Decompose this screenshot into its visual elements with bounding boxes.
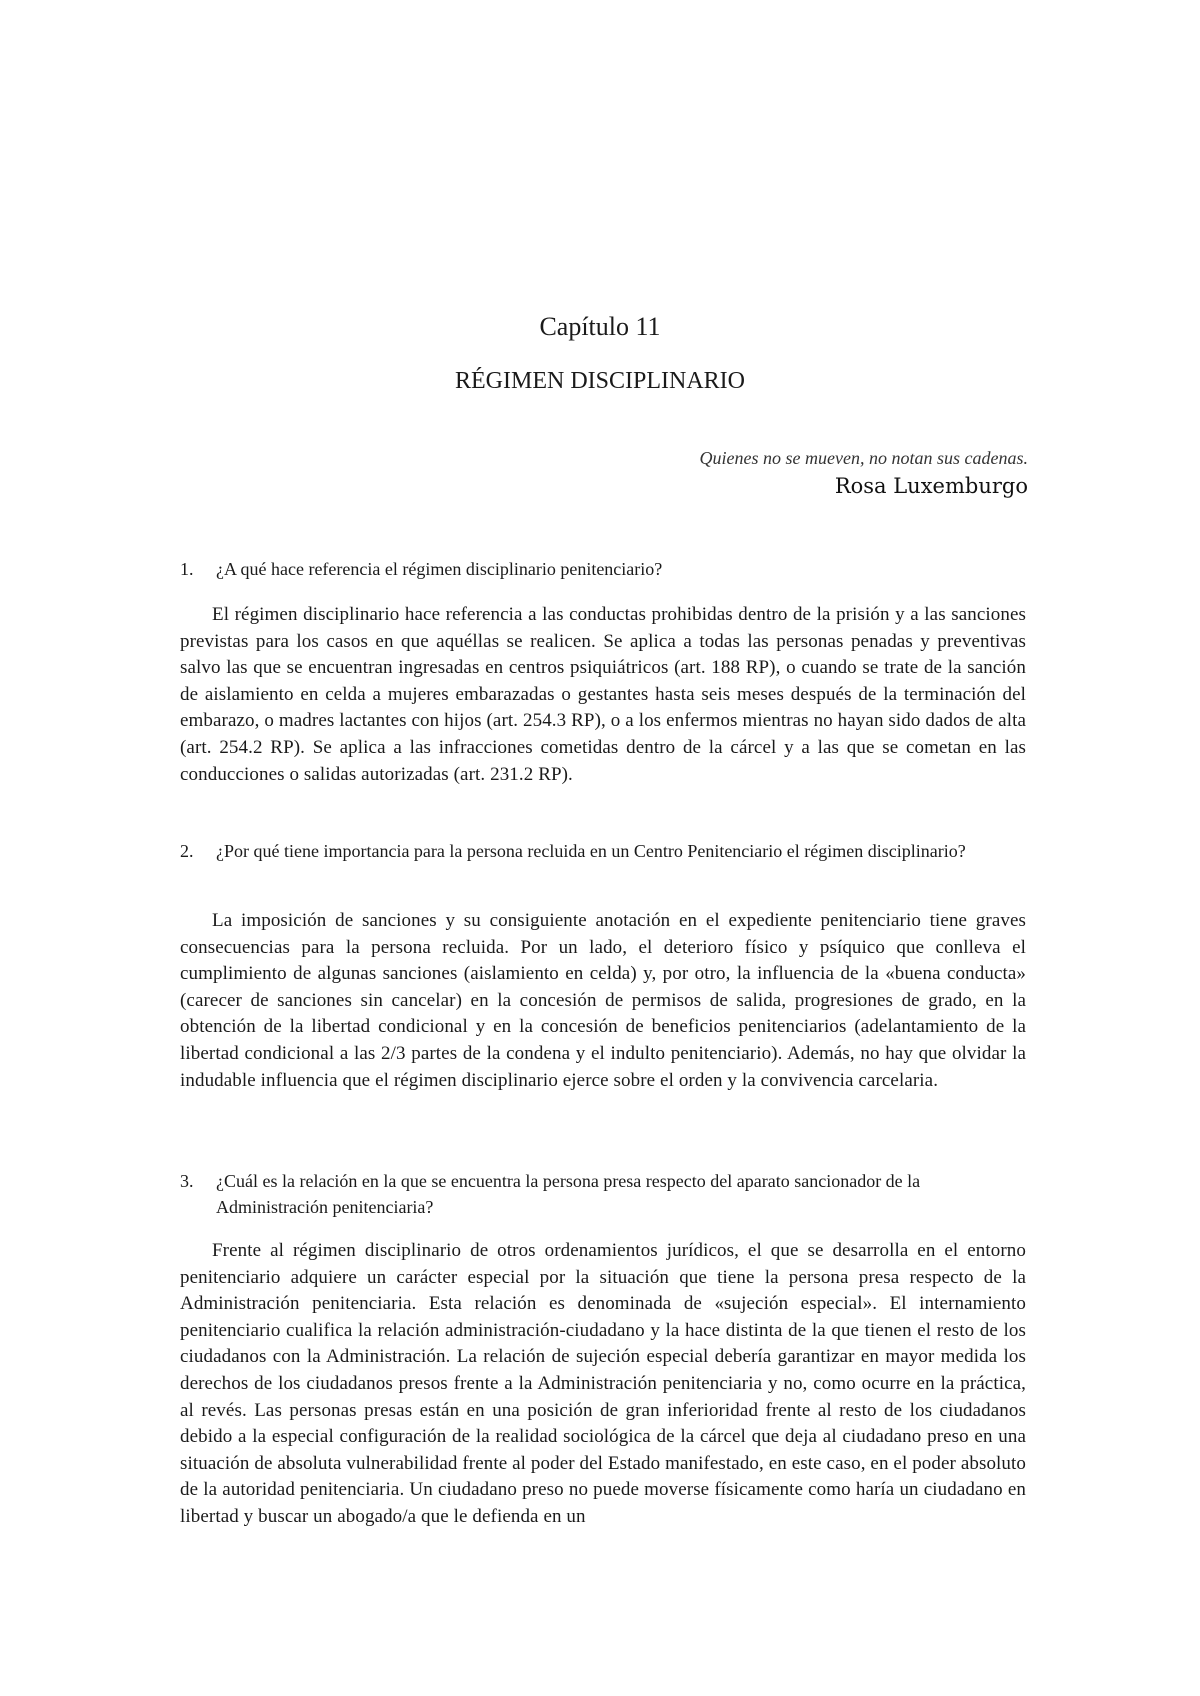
question-number: 2. bbox=[180, 841, 194, 861]
question-text: ¿Cuál es la relación en la que se encuentra la persona presa respecto del aparato sancionador de la Administración penitenciaria? bbox=[216, 1171, 921, 1217]
answer-paragraph-2: La imposición de sanciones y su consiguiente anotación en el expediente penitenciario tiene graves consecuencias para la persona recluida. Por un lado, el deterioro físico y psíquico que conlleva el cumplimiento de algunas sanciones (aislamiento en celda) y, por otro, la influencia de la «buena conducta» (carecer de sanciones sin cancelar) en la concesión de permisos de salida, progresiones de grado, en la obtención de la libertad condicional y en la concesión de beneficios penitenciarios (adelantamiento de la libertad condicional a las 2/3 partes de la condena y el indulto penitenciario). Además, no hay que olvidar la indudable influencia que el régimen disciplinario ejerce sobre el orden y la convivencia carcelaria. bbox=[180, 910, 1026, 1091]
question-1 bbox=[180, 556, 1026, 582]
question-text: ¿A qué hace referencia el régimen disciplinario penitenciario? bbox=[216, 559, 663, 579]
question-text: ¿Por qué tiene importancia para la persona recluida en un Centro Penitenciario el régimen disciplinario? bbox=[216, 841, 966, 861]
epigraph-author: Rosa Luxemburgo bbox=[834, 474, 1028, 498]
question-3 bbox=[180, 1168, 1026, 1220]
question-number: 1. bbox=[180, 559, 194, 579]
answer-paragraph-3: Frente al régimen disciplinario de otros ordenamientos jurídicos, el que se desarrolla en el entorno penitenciario adquiere un carácter especial por la situación que tiene la persona presa respecto de la Administración penitenciaria. Esta relación es denominada de «sujeción especial». El internamiento penitenciario cualifica la relación administración-ciudadano y la hace distinta de la que tienen el resto de los ciudadanos con la Administración. La relación de sujeción especial debería garantizar en mayor medida los derechos de los ciudadanos presos frente a la Administración penitenciaria y no, como ocurre en la práctica, al revés. Las personas presas están en una posición de gran inferioridad frente al resto de los ciudadanos debido a la especial configuración de la realidad sociológica de la cárcel que deja al ciudadano preso en una situación de absoluta vulnerabilidad frente al poder del Estado manifestado, en este caso, en el poder absoluto de la autoridad penitenciaria. Un ciudadano preso no puede moverse físicamente como haría un ciudadano en libertad y buscar un abogado/a que le defienda en un bbox=[180, 1240, 1026, 1527]
epigraph-quote: Quienes no se mueven, no notan sus cadenas. bbox=[699, 448, 1028, 468]
question-2 bbox=[180, 838, 1026, 864]
chapter-subtitle: RÉGIMEN DISCIPLINARIO bbox=[455, 368, 745, 394]
answer-paragraph-1: El régimen disciplinario hace referencia a las conductas prohibidas dentro de la prisión y a las sanciones previstas para los casos en que aquéllas se realicen. Se aplica a todas las personas penadas y preventivas salvo las que se encuentran ingresadas en centros psiquiátricos (art. 188 RP), o cuando se trate de la sanción de aislamiento en celda a mujeres embarazadas o gestantes hasta seis meses después de la terminación del embarazo, o madres lactantes con hijos (art. 254.3 RP), o a los enfermos mientras no hayan sido dados de alta (art. 254.2 RP). Se aplica a las infracciones cometidas dentro de la cárcel y a las que se cometan en las conducciones o salidas autorizadas (art. 231.2 RP). bbox=[180, 604, 1026, 785]
chapter-title: Capítulo 11 bbox=[539, 312, 661, 341]
question-number: 3. bbox=[180, 1171, 194, 1191]
